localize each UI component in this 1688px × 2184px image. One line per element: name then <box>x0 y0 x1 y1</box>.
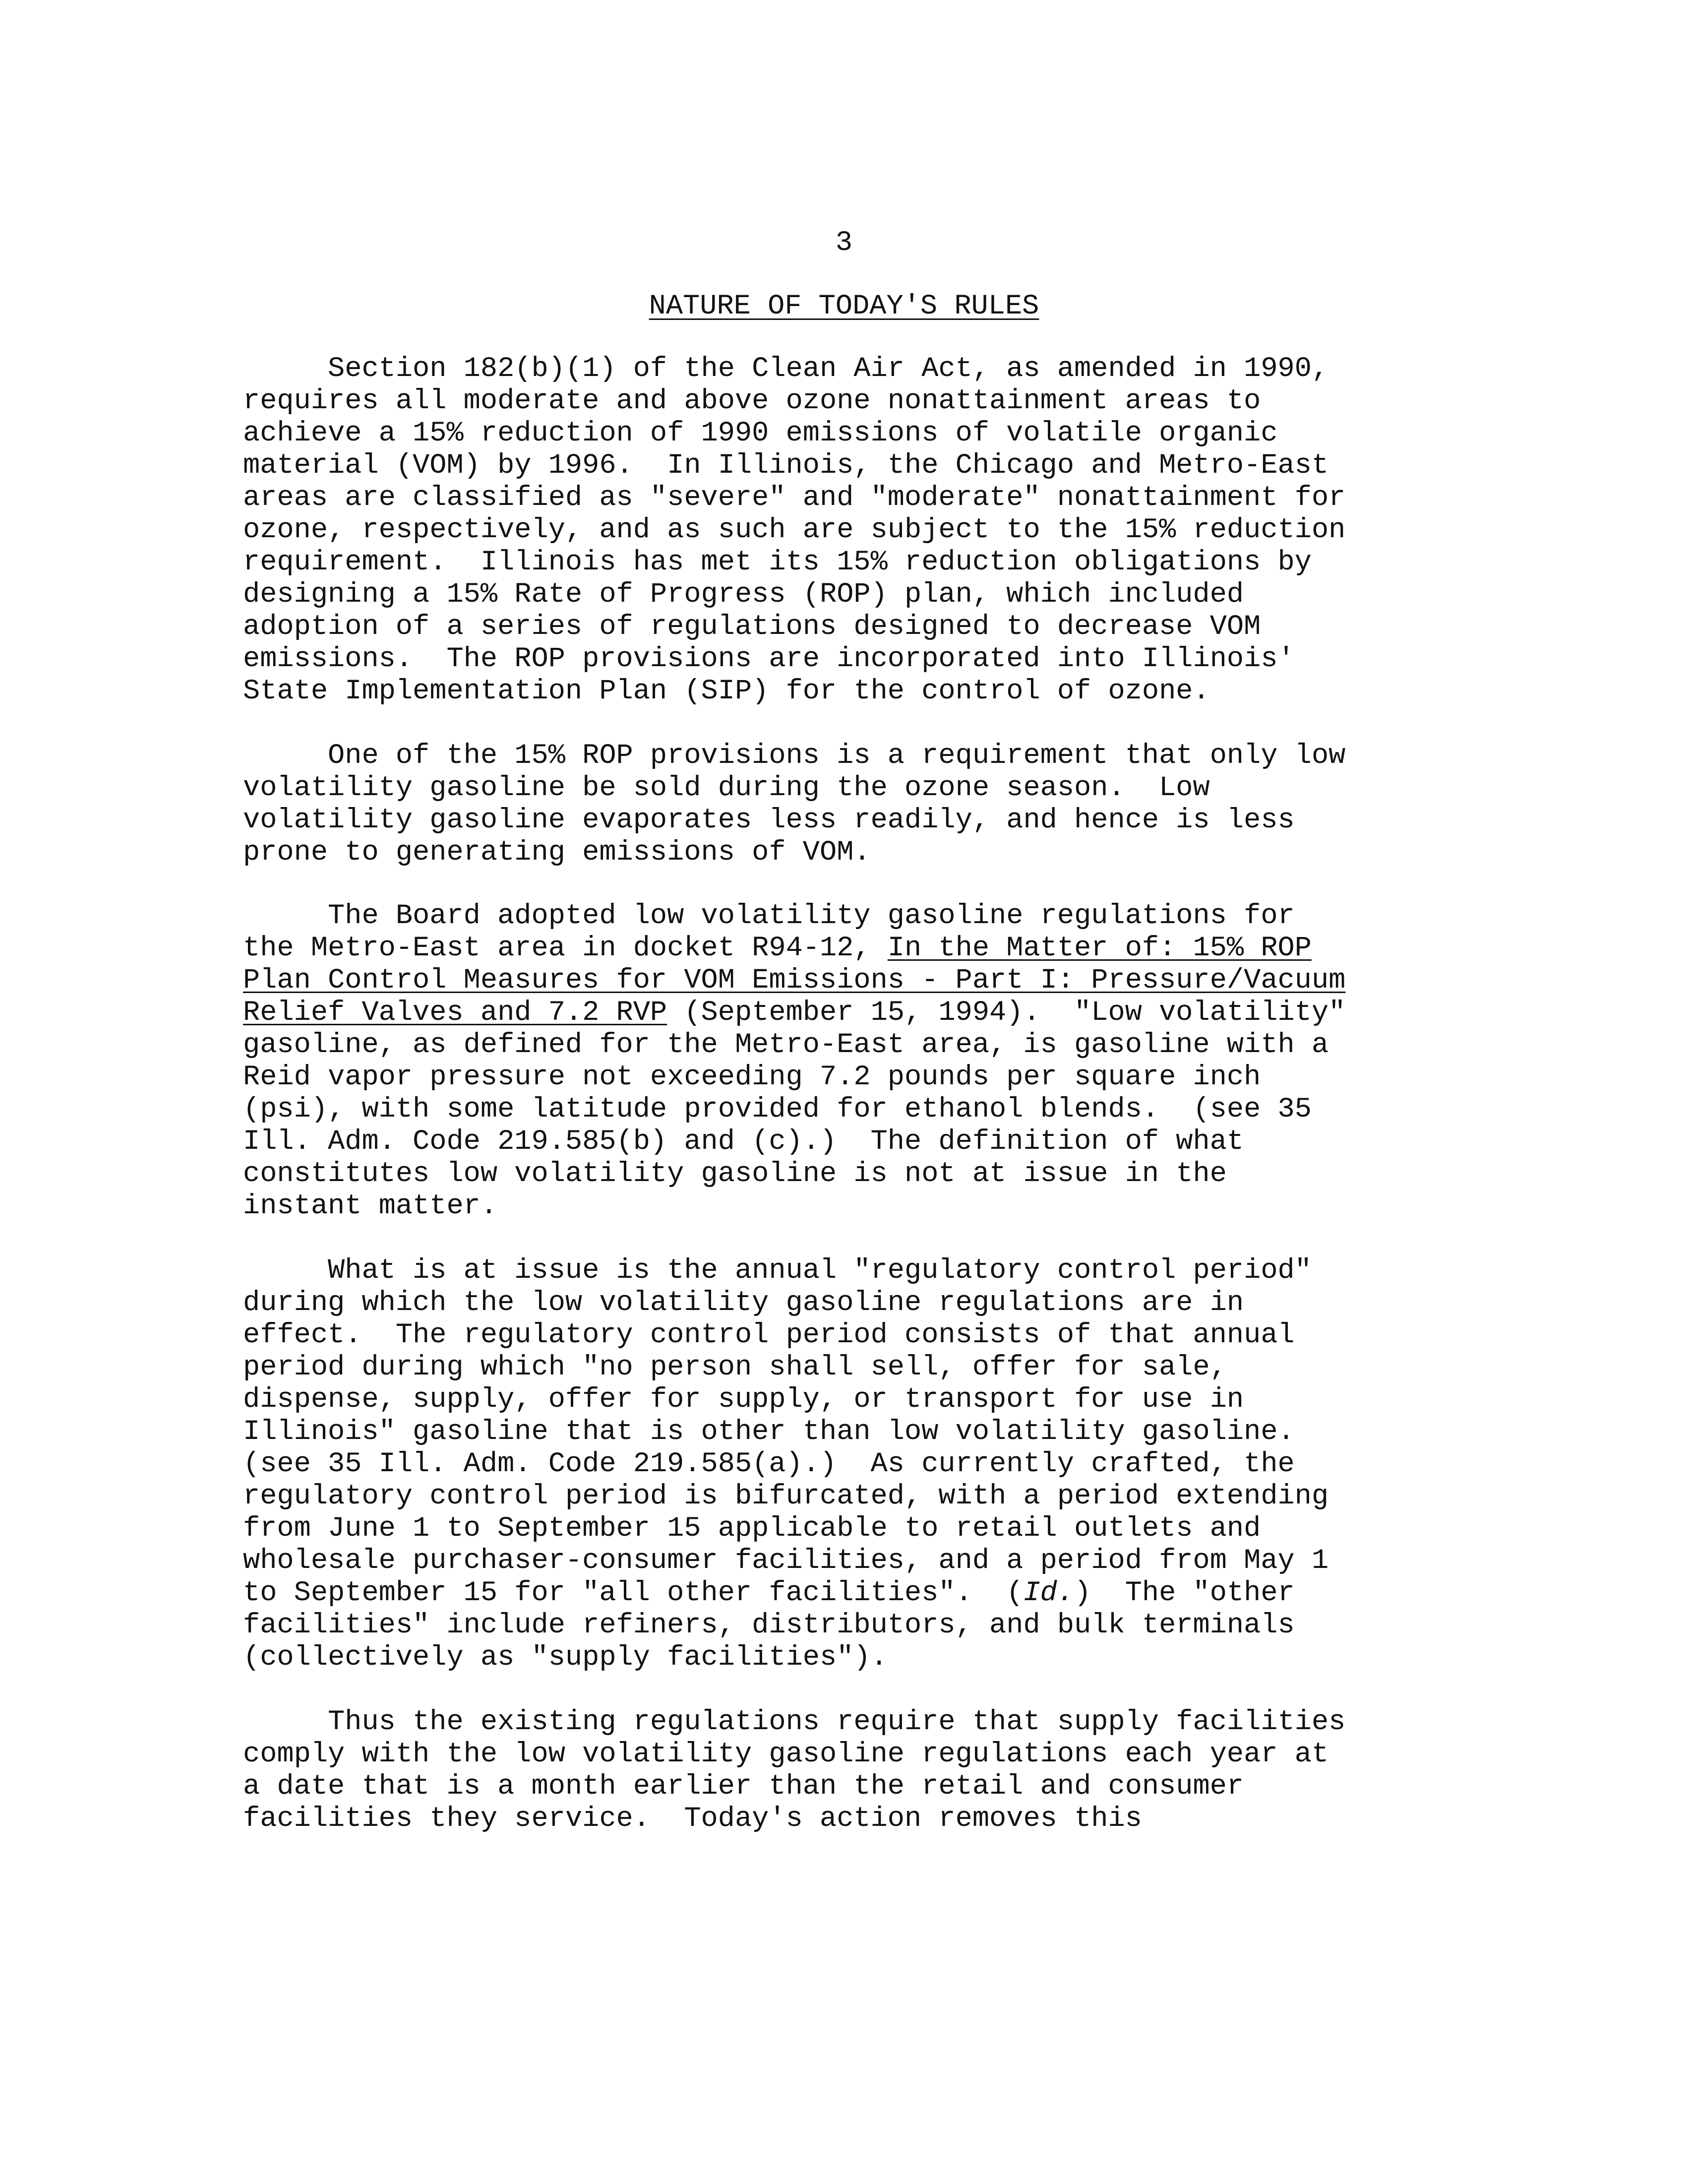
id-citation: Id. <box>1023 1577 1075 1609</box>
paragraph-clean-air-act <box>243 353 1463 708</box>
paragraph-rop-provisions <box>243 740 1463 869</box>
paragraph-regulatory-control-period <box>243 1255 1463 1674</box>
paragraph-line: designing a 15% Rate of Progress (ROP) plan, which included <box>243 579 1244 611</box>
paragraph-line: What is at issue is the annual "regulatory control period" <box>243 1255 1312 1287</box>
paragraph-line: The Board adopted low volatility gasoline regulations for <box>243 900 1295 932</box>
paragraph-line: volatility gasoline evaporates less readily, and hence is less <box>243 805 1295 836</box>
line-text: the Metro-East area in docket R94-12, <box>243 933 888 964</box>
paragraph-line: a date that is a month earlier than the retail and consumer <box>243 1771 1244 1803</box>
case-citation: In the Matter of: 15% ROP <box>887 933 1312 964</box>
paragraph-line: effect. The regulatory control period consists of that annual <box>243 1319 1295 1351</box>
paragraph-line: Thus the existing regulations require that supply facilities <box>243 1706 1346 1738</box>
paragraph-line: Illinois" gasoline that is other than low volatility gasoline. <box>243 1416 1295 1448</box>
paragraph-line: instant matter. <box>243 1190 498 1222</box>
paragraph-line: material (VOM) by 1996. In Illinois, the Chicago and Metro-East <box>243 450 1329 482</box>
page-number: 3 <box>835 227 853 259</box>
paragraph-line: (see 35 Ill. Adm. Code 219.585(a).) As currently crafted, the <box>243 1448 1295 1480</box>
paragraph-line: gasoline, as defined for the Metro-East area, is gasoline with a <box>243 1029 1329 1061</box>
paragraph-line: facilities they service. Today's action removes this <box>243 1803 1142 1835</box>
line-text: to September 15 for "all other facilities". ( <box>243 1577 1024 1609</box>
paragraph-existing-regulations <box>243 1706 1463 1835</box>
paragraph-line: regulatory control period is bifurcated, with a period extending <box>243 1481 1329 1512</box>
paragraph-line: areas are classified as "severe" and "moderate" nonattainment for <box>243 482 1346 514</box>
paragraph-line: wholesale purchaser-consumer facilities, and a period from May 1 <box>243 1545 1329 1577</box>
section-heading <box>0 289 1688 324</box>
paragraph-line: dispense, supply, offer for supply, or transport for use in <box>243 1384 1244 1416</box>
paragraph-line <box>243 1577 1463 1610</box>
paragraph-line: ozone, respectively, and as such are subject to the 15% reduction <box>243 514 1346 546</box>
paragraph-line: requirement. Illinois has met its 15% reduction obligations by <box>243 547 1312 578</box>
paragraph-line: constitutes low volatility gasoline is not at issue in the <box>243 1158 1227 1190</box>
case-citation: Relief Valves and 7.2 RVP <box>243 997 667 1029</box>
paragraph-line <box>243 965 1463 997</box>
paragraph-line: (collectively as "supply facilities"). <box>243 1642 888 1674</box>
paragraph-line: during which the low volatility gasoline regulations are in <box>243 1287 1244 1319</box>
paragraph-line <box>243 933 1463 965</box>
paragraph-line: emissions. The ROP provisions are incorporated into Illinois' <box>243 643 1295 675</box>
paragraph-line: State Implementation Plan (SIP) for the control of ozone. <box>243 676 1210 707</box>
paragraph-line: (psi), with some latitude provided for ethanol blends. (see 35 <box>243 1094 1312 1125</box>
paragraph-line: Ill. Adm. Code 219.585(b) and (c).) The definition of what <box>243 1126 1244 1158</box>
paragraph-line: requires all moderate and above ozone nonattainment areas to <box>243 385 1261 417</box>
paragraph-line: prone to generating emissions of VOM. <box>243 837 871 869</box>
paragraph-line: volatility gasoline be sold during the ozone season. Low <box>243 772 1210 804</box>
paragraph-line: period during which "no person shall sell, offer for sale, <box>243 1352 1227 1383</box>
paragraph-line: comply with the low volatility gasoline regulations each year at <box>243 1739 1329 1770</box>
paragraph-line: Section 182(b)(1) of the Clean Air Act, as amended in 1990, <box>243 353 1329 385</box>
paragraph-board-adopted <box>243 900 1463 1223</box>
paragraph-line: adoption of a series of regulations designed to decrease VOM <box>243 611 1261 643</box>
paragraph-line: One of the 15% ROP provisions is a requirement that only low <box>243 740 1346 772</box>
case-citation: Plan Control Measures for VOM Emissions - Part I: Pressure/Vacuum <box>243 965 1346 997</box>
paragraph-line: Reid vapor pressure not exceeding 7.2 pounds per square inch <box>243 1061 1261 1093</box>
line-text: (September 15, 1994). "Low volatility" <box>667 997 1346 1029</box>
paragraph-line <box>243 997 1463 1029</box>
paragraph-line: achieve a 15% reduction of 1990 emissions of volatile organic <box>243 418 1278 449</box>
paragraph-line: from June 1 to September 15 applicable to retail outlets and <box>243 1513 1261 1545</box>
line-text: ) The "other <box>1074 1577 1295 1609</box>
paragraph-line: facilities" include refiners, distributors, and bulk terminals <box>243 1610 1295 1641</box>
section-heading-text: NATURE OF TODAY'S RULES <box>649 291 1039 322</box>
